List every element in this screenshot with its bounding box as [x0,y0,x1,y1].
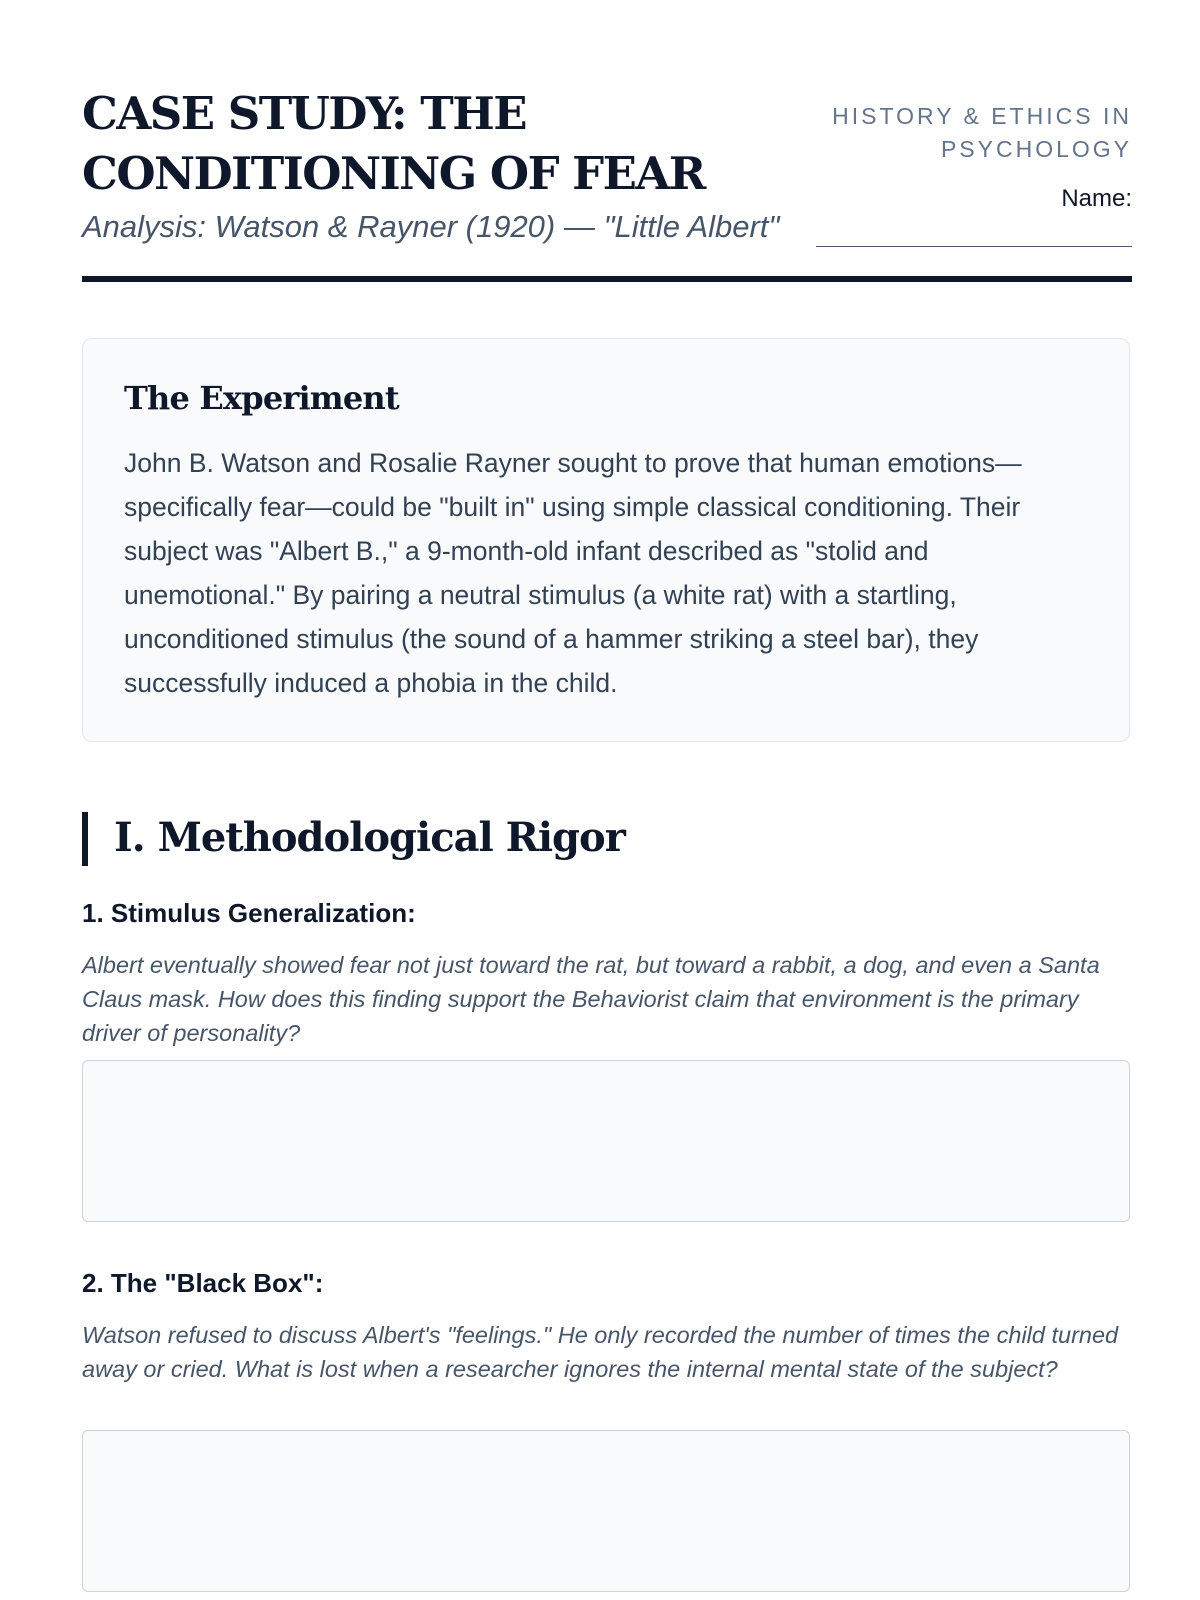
worksheet-header [82,0,1132,284]
question-1-answer-field[interactable] [82,1060,1130,1222]
question-2-prompt: Watson refused to discuss Albert's "feelings." He only recorded the number of times the child turned away or cried. What is lost when a researcher ignores the internal mental state of the subject? [82,1322,1119,1382]
experiment-description: John B. Watson and Rosalie Rayner sought to prove that human emotions—specifically fear—could be "built in" using simple classical conditioning. Their subject was "Albert B.," a 9-month-old infant described as "stolid and unemotional." By pairing a neutral stimulus (a white rat) with a startling, unconditioned stimulus (the sound of a hammer striking a steel bar), they successfully induced a phobia in the child. [124,448,1022,698]
question-2-title: 2. The "Black Box": [82,1268,324,1298]
name-field[interactable] [816,246,1132,247]
name-label: Name: [1061,185,1132,212]
page-title: CASE STUDY: THE CONDITIONING OF FEAR [82,87,705,200]
course-label: HISTORY & ETHICS IN PSYCHOLOGY [832,103,1132,162]
header-divider [82,276,1132,282]
experiment-summary-box [82,338,1130,742]
page-subtitle: Analysis: Watson & Rayner (1920) — "Little Albert" [82,209,780,244]
question-2-answer-field[interactable] [82,1430,1130,1592]
section-accent-bar [82,812,88,866]
question-1-title: 1. Stimulus Generalization: [82,898,416,928]
experiment-heading: The Experiment [124,379,399,417]
worksheet-page [82,0,1132,1382]
section-heading: I. Methodological Rigor [114,814,625,861]
question-1-prompt: Albert eventually showed fear not just toward the rat, but toward a rabbit, a dog, and even a Santa Claus mask. How does this finding support the Behaviorist claim that environment is the primary driver of personality? [82,952,1100,1046]
